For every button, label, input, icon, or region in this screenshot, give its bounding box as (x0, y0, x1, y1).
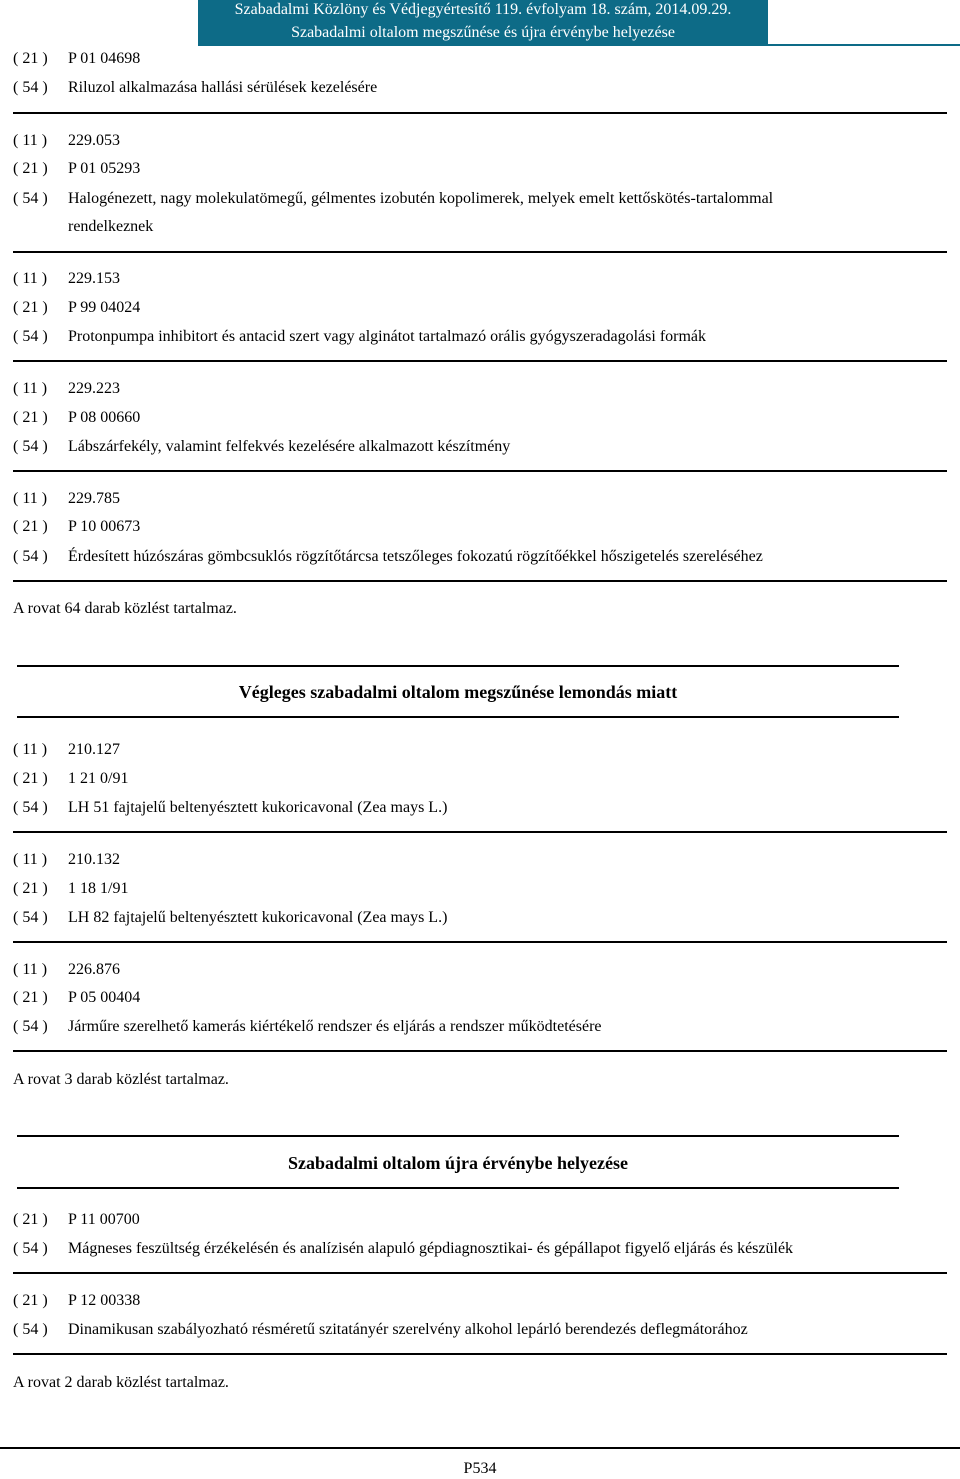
invention-title: Mágneses feszültség érzékelésén és analízisén alapuló gépdiagnosztikai- és gépállapot figyelő eljárás és készülék (68, 1240, 794, 1257)
journal-title: Szabadalmi Közlöny és Védjegyértesítő 119. évfolyam 18. szám, 2014.09.29. (234, 1, 732, 18)
invention-title: Dinamikusan szabályozható résméretű szitatányér szerelvény alkohol lepárló berendezés deflegmátorához (68, 1321, 748, 1338)
inid-code-11: ( 11 ) (13, 490, 48, 507)
section-title: Szabadalmi oltalom újra érvénybe helyezése (288, 1153, 628, 1173)
inid-code-54: ( 54 ) (13, 79, 48, 96)
invention-title-continued: rendelkeznek (68, 218, 154, 235)
inid-code-54: ( 54 ) (13, 799, 48, 816)
patent-number: 229.053 (68, 132, 120, 149)
invention-title: LH 82 fajtajelű beltenyésztett kukoricavonal (Zea mays L.) (68, 909, 448, 926)
application-number: P 12 00338 (68, 1292, 141, 1309)
patent-number: 210.127 (68, 741, 120, 758)
inid-code-21: ( 21 ) (13, 770, 48, 787)
inid-code-11: ( 11 ) (13, 961, 48, 978)
entry-divider (13, 1272, 947, 1274)
section-summary: A rovat 3 darab közlést tartalmaz. (13, 1071, 229, 1088)
chapter-title: Szabadalmi oltalom megszűnése és újra érvénybe helyezése (291, 24, 675, 41)
patent-number: 226.876 (68, 961, 120, 978)
inid-code-54: ( 54 ) (13, 190, 48, 207)
inid-code-21: ( 21 ) (13, 1211, 48, 1228)
inid-code-21: ( 21 ) (13, 1292, 48, 1309)
inid-code-11: ( 11 ) (13, 132, 48, 149)
application-number: P 01 04698 (68, 50, 141, 67)
entry-divider (13, 251, 947, 253)
invention-title: Protonpumpa inhibitort és antacid szert vagy alginátot tartalmazó orális gyógyszeradagolási formák (68, 328, 707, 345)
application-number: P 10 00673 (68, 518, 141, 535)
section-title-rule-bottom (17, 716, 899, 718)
inid-code-54: ( 54 ) (13, 438, 48, 455)
application-number: P 01 05293 (68, 160, 141, 177)
inid-code-11: ( 11 ) (13, 851, 48, 868)
inid-code-54: ( 54 ) (13, 548, 48, 565)
invention-title: LH 51 fajtajelű beltenyésztett kukoricavonal (Zea mays L.) (68, 799, 448, 816)
application-number: P 05 00404 (68, 989, 141, 1006)
section-title: Végleges szabadalmi oltalom megszűnése lemondás miatt (238, 682, 678, 702)
inid-code-11: ( 11 ) (13, 380, 48, 397)
inid-code-21: ( 21 ) (13, 518, 48, 535)
entry-divider (13, 470, 947, 472)
entry-divider (13, 941, 947, 943)
inid-code-54: ( 54 ) (13, 1018, 48, 1035)
patent-number: 210.132 (68, 851, 120, 868)
section-summary: A rovat 64 darab közlést tartalmaz. (13, 600, 237, 617)
entry-divider (13, 831, 947, 833)
inid-code-21: ( 21 ) (13, 409, 48, 426)
section-title-rule-top (17, 665, 899, 667)
patent-number: 229.153 (68, 270, 120, 287)
application-number: P 08 00660 (68, 409, 141, 426)
inid-code-11: ( 11 ) (13, 270, 48, 287)
inid-code-54: ( 54 ) (13, 909, 48, 926)
entry-divider (13, 360, 947, 362)
section-title-rule-top (17, 1135, 899, 1137)
inid-code-21: ( 21 ) (13, 299, 48, 316)
invention-title: Lábszárfekély, valamint felfekvés kezelésére alkalmazott készítmény (68, 438, 511, 455)
inid-code-21: ( 21 ) (13, 989, 48, 1006)
entry-divider (13, 580, 947, 582)
entry-divider (13, 1050, 947, 1052)
invention-title: Riluzol alkalmazása hallási sérülések kezelésére (68, 79, 378, 96)
application-number: P 11 00700 (68, 1211, 140, 1228)
section-title-rule-bottom (17, 1187, 899, 1189)
footer-rule (0, 1447, 960, 1449)
invention-title: Érdesített húzószáras gömbcsuklós rögzítőtárcsa tetszőleges fokozatú rögzítőékkel hőszigetelés szereléséhez (68, 548, 763, 565)
inid-code-54: ( 54 ) (13, 1240, 48, 1257)
page-number: P534 (463, 1460, 497, 1477)
inid-code-21: ( 21 ) (13, 160, 48, 177)
patent-number: 229.223 (68, 380, 120, 397)
inid-code-54: ( 54 ) (13, 1321, 48, 1338)
section-summary: A rovat 2 darab közlést tartalmaz. (13, 1374, 229, 1391)
application-number: P 99 04024 (68, 299, 141, 316)
header-rule (198, 44, 960, 46)
application-number: 1 21 0/91 (68, 770, 129, 787)
entry-divider (13, 112, 947, 114)
invention-title: Járműre szerelhető kamerás kiértékelő rendszer és eljárás a rendszer működtetésére (68, 1018, 602, 1035)
entry-divider (13, 1353, 947, 1355)
inid-code-21: ( 21 ) (13, 880, 48, 897)
inid-code-54: ( 54 ) (13, 328, 48, 345)
inid-code-21: ( 21 ) (13, 50, 48, 67)
application-number: 1 18 1/91 (68, 880, 129, 897)
patent-number: 229.785 (68, 490, 120, 507)
invention-title: Halogénezett, nagy molekulatömegű, gélmentes izobutén kopolimerek, melyek emelt kettőskötés-tartalommal (68, 190, 774, 207)
inid-code-11: ( 11 ) (13, 741, 48, 758)
